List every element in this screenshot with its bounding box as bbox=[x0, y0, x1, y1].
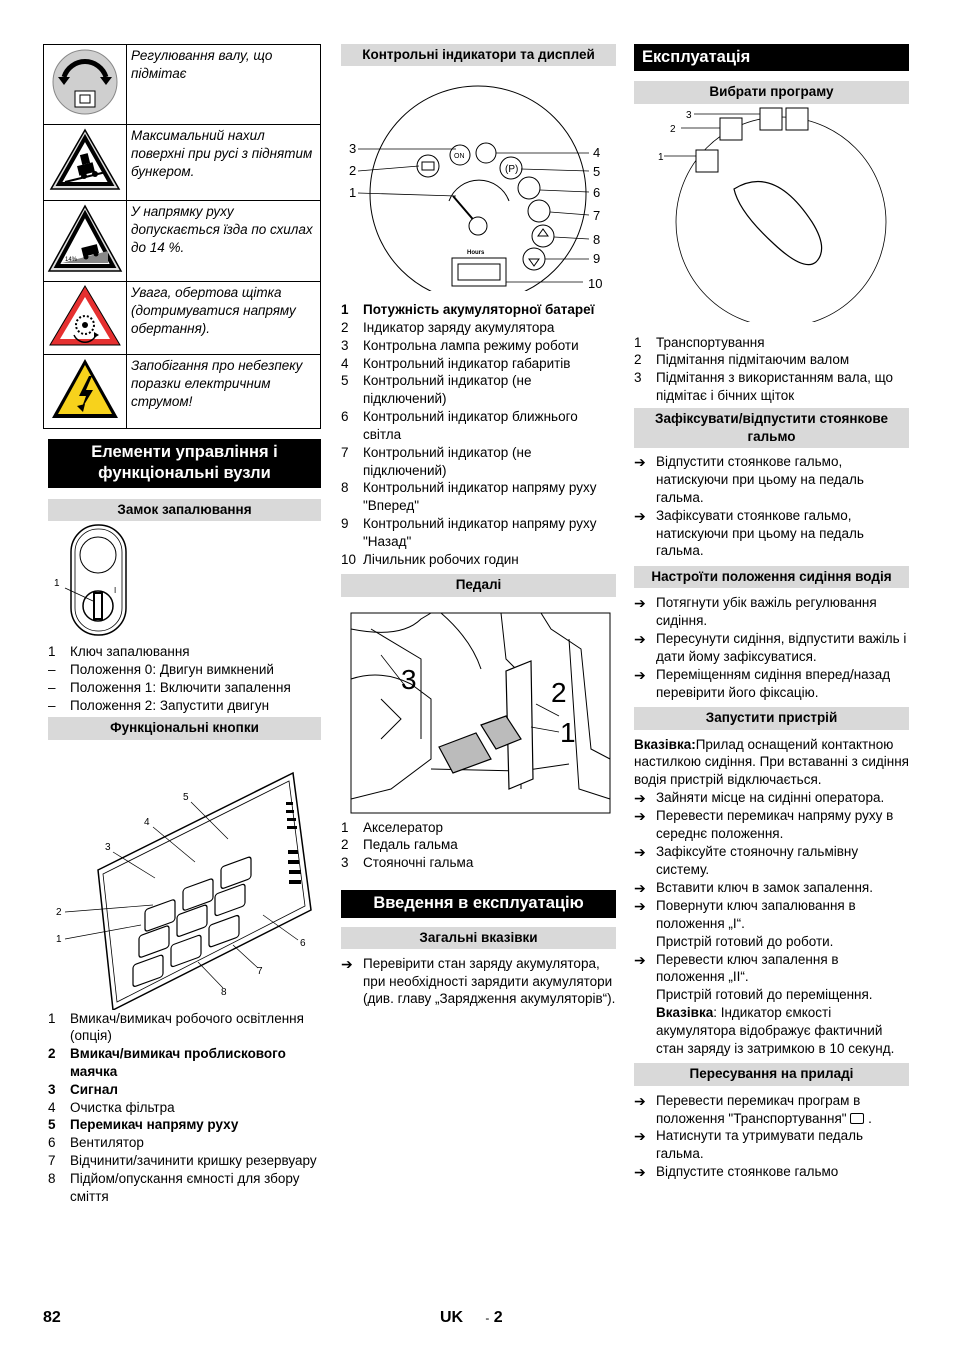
list-item: 1 Потужність акумуляторної батареї bbox=[341, 302, 595, 318]
buttons-figure bbox=[43, 740, 321, 1010]
subsection-title-indicators: Контрольні індикатори та дисплей bbox=[341, 44, 616, 66]
list-item: ➔ Натиснути та утримувати педаль гальма. bbox=[634, 1128, 864, 1162]
subsection-title-moving: Пересування на приладі bbox=[634, 1063, 909, 1085]
list-item: 2 Вмикач/вимикач проблискового маячка bbox=[48, 1046, 286, 1079]
list-item: 5 Контрольний індикатор (не підключений) bbox=[341, 373, 532, 407]
list-item: 1 Вмикач/вимикач робочого освітлення (опція) bbox=[48, 1010, 304, 1044]
unused-lamp-icon bbox=[528, 200, 550, 222]
arrow-right-icon: ➔ bbox=[634, 631, 646, 648]
page-number: 82 bbox=[43, 1309, 61, 1326]
subsection-title-buttons: Функціональні кнопки bbox=[48, 717, 321, 739]
callout-9: 9 bbox=[593, 251, 601, 267]
symbol-cell bbox=[44, 201, 127, 282]
list-item: ➔ Вставити ключ в замок запалення. bbox=[634, 879, 873, 896]
list-item: ➔ Зайняти місце на сидінні оператора. bbox=[634, 789, 885, 806]
list-item: ➔ Повернути ключ запалювання в положення „I“. Пристрій готовий до роботи. bbox=[634, 898, 856, 949]
pedal-figure bbox=[341, 599, 616, 819]
callout-7: 7 bbox=[257, 965, 263, 977]
list-item: 8 Контрольний індикатор напряму руху "Вперед" bbox=[341, 480, 597, 514]
program-figure bbox=[634, 104, 909, 322]
slope-badge: 14% bbox=[65, 256, 78, 263]
electric-shock-icon bbox=[49, 356, 121, 422]
callout-3: 3 bbox=[401, 663, 417, 695]
subsection-title-pedals: Педалі bbox=[341, 574, 616, 596]
list-item: – Положення 2: Запустити двигун bbox=[48, 697, 270, 713]
callout-6: 6 bbox=[300, 937, 306, 949]
brush-adjust-icon bbox=[50, 47, 120, 117]
list-item: ➔ Відпустити стоянкове гальмо, натискуючи при цьому на педаль гальма. bbox=[634, 454, 864, 505]
callout-6: 6 bbox=[593, 185, 601, 201]
hours-label: Hours bbox=[467, 250, 485, 257]
list-item: ➔ Перевести ключ запалення в положення „II“. Пристрій готовий до переміщення. bbox=[634, 951, 873, 1003]
symbol-text: Запобігання про небезпеку поразки електричним струмом! bbox=[127, 355, 321, 429]
svg-text:(P): (P) bbox=[505, 164, 519, 176]
callout-7: 7 bbox=[593, 208, 601, 224]
transport-mode-icon bbox=[850, 1113, 864, 1124]
symbol-text: У напрямку руху допускається їзда по схилах до 14 %. bbox=[127, 201, 321, 282]
list-item: 9 Контрольний індикатор напряму руху "Назад" bbox=[341, 515, 597, 549]
callout-1: 1 bbox=[54, 578, 60, 590]
list-item: ➔ Пересунути сидіння, відпустити важіль і дати йому зафіксуватися. bbox=[634, 631, 907, 664]
list-item: 2 Індикатор заряду акумулятора bbox=[341, 320, 555, 336]
moving-list bbox=[634, 1092, 909, 1182]
list-item: 6 Контрольний індикатор ближнього світла bbox=[341, 409, 578, 442]
arrow-right-icon: ➔ bbox=[341, 955, 353, 972]
symbol-row bbox=[44, 125, 321, 201]
symbol-cell bbox=[44, 125, 127, 201]
symbol-table bbox=[43, 44, 321, 429]
list-item: 1 Ключ запалювання bbox=[48, 644, 190, 660]
callout-4: 4 bbox=[593, 145, 601, 161]
arrow-right-icon: ➔ bbox=[634, 844, 646, 861]
list-item: ➔ Зафіксуйте стояночну гальмівну систему. bbox=[634, 844, 859, 877]
list-item: 2 Педаль гальма bbox=[341, 837, 458, 853]
symbol-cell bbox=[44, 45, 127, 125]
indicator-list bbox=[341, 301, 616, 568]
footer-lang: UK - 2 bbox=[440, 1309, 503, 1326]
arrow-right-icon: ➔ bbox=[634, 789, 646, 806]
callout-5: 5 bbox=[593, 164, 601, 180]
list-item: 4 Очистка фільтра bbox=[48, 1099, 175, 1115]
list-item: 1 Акселератор bbox=[341, 819, 444, 835]
callout-2: 2 bbox=[670, 123, 676, 135]
svg-text:I: I bbox=[114, 586, 117, 596]
subsection-title-ignition: Замок запалювання bbox=[48, 499, 321, 521]
list-item: ➔ Перевести перемикач напряму руху в середнє положення. bbox=[634, 808, 894, 842]
hour-meter-display bbox=[452, 258, 506, 286]
arrow-right-icon: ➔ bbox=[634, 1128, 646, 1145]
indicator-figure bbox=[341, 66, 616, 291]
symbol-text: Увага, обертова щітка (дотримуватися напряму обертання). bbox=[127, 282, 321, 355]
slope-warning-icon bbox=[46, 203, 124, 275]
list-item: ➔ Переміщенням сидіння вперед/назад перевірити його фіксацію. bbox=[634, 666, 891, 700]
start-list bbox=[634, 789, 909, 1004]
column-right bbox=[634, 44, 909, 1181]
list-item: 3 Підмітання з використанням вала, що підмітає і бічних щіток bbox=[634, 370, 894, 404]
program-list bbox=[634, 334, 909, 405]
list-item: 10 Лічильник робочих годин bbox=[341, 551, 519, 567]
list-item: 6 Вентилятор bbox=[48, 1135, 144, 1151]
subsection-title-general: Загальні вказівки bbox=[341, 927, 616, 949]
callout-4: 4 bbox=[144, 816, 150, 828]
arrow-right-icon: ➔ bbox=[634, 879, 646, 896]
list-item: 4 Контрольний індикатор габаритів bbox=[341, 355, 571, 371]
subsection-title-start: Запустити пристрій bbox=[634, 707, 909, 729]
arrow-right-icon: ➔ bbox=[634, 666, 646, 683]
arrow-right-icon: ➔ bbox=[634, 1092, 646, 1109]
list-item: 2 Підмітання підмітаючим валом bbox=[634, 352, 850, 368]
rotating-brush-warning-icon bbox=[47, 283, 123, 349]
start-note: Вказівка:Прилад оснащений контактною настилкою сидіння. При вставанні з сидіння водія пристрій відключається. bbox=[634, 736, 909, 788]
list-item: – Положення 0: Двигун вимкнений bbox=[48, 661, 274, 677]
arrow-right-icon: ➔ bbox=[634, 507, 646, 524]
callout-2: 2 bbox=[551, 676, 567, 708]
start-note-2: Вказівка: Індикатор ємкості акумулятора відображує фактичний стан заряду із затримкою в 10 секунд. bbox=[656, 1005, 895, 1056]
arrow-right-icon: ➔ bbox=[634, 951, 646, 968]
transport-icon bbox=[696, 150, 718, 172]
arrow-right-icon: ➔ bbox=[634, 898, 646, 915]
arrow-right-icon: ➔ bbox=[634, 595, 646, 612]
callout-2: 2 bbox=[56, 906, 62, 918]
callout-8: 8 bbox=[221, 986, 227, 998]
symbol-row bbox=[44, 45, 321, 125]
list-item: – Положення 1: Включити запалення bbox=[48, 679, 291, 695]
callout-3: 3 bbox=[105, 841, 111, 853]
list-item: ➔ Перевести перемикач програм в положення "Транспортування" . bbox=[634, 1092, 872, 1126]
callout-10: 10 bbox=[588, 276, 603, 292]
callout-1: 1 bbox=[658, 151, 664, 163]
callout-1: 1 bbox=[349, 185, 357, 201]
section-title-controls: Елементи управління і функціональні вузли bbox=[48, 439, 321, 488]
list-item: ➔ Відпустите стоянкове гальмо bbox=[634, 1163, 839, 1180]
on-label: ON bbox=[454, 153, 465, 161]
column-left bbox=[43, 44, 321, 1206]
tilt-warning-icon bbox=[48, 127, 122, 193]
list-item: 5 Перемикач напряму руху bbox=[48, 1117, 239, 1133]
width-lamp-icon bbox=[476, 143, 496, 163]
subsection-title-program: Вибрати програму bbox=[634, 81, 909, 103]
subsection-title-parking: Зафіксувати/відпустити стоянкове гальмо bbox=[634, 408, 909, 448]
seat-list bbox=[634, 594, 909, 701]
sweep-side-brush-icon bbox=[760, 108, 782, 130]
battery-icon bbox=[417, 155, 439, 177]
list-item: ➔ Потягнути убік важіль регулювання сидіння. bbox=[634, 595, 877, 629]
symbol-cell bbox=[44, 355, 127, 429]
list-item: 8 Підйом/опускання ємності для збору сміття bbox=[48, 1170, 300, 1204]
callout-1: 1 bbox=[560, 716, 576, 748]
symbol-text: Максимальний нахил поверхні при русі з піднятим бункером. bbox=[127, 125, 321, 201]
low-beam-icon bbox=[518, 177, 540, 199]
callout-5: 5 bbox=[183, 791, 189, 803]
general-list bbox=[341, 955, 616, 1008]
list-item: 7 Відчинити/зачинити кришку резервуару bbox=[48, 1153, 317, 1169]
parking-list bbox=[634, 453, 909, 560]
symbol-row bbox=[44, 282, 321, 355]
arrow-right-icon: ➔ bbox=[634, 454, 646, 471]
list-item: 3 Сигнал bbox=[48, 1081, 118, 1097]
buttons-list bbox=[48, 1010, 321, 1206]
callout-8: 8 bbox=[593, 232, 601, 248]
callout-1: 1 bbox=[56, 933, 62, 945]
subsection-title-seat: Настроїти положення сидіння водія bbox=[634, 566, 909, 588]
section-title-commissioning: Введення в експлуатацію bbox=[341, 890, 616, 917]
list-item: 3 Стояночні гальма bbox=[341, 855, 474, 871]
callout-2: 2 bbox=[349, 163, 357, 179]
symbol-row bbox=[44, 355, 321, 429]
list-item: ➔ Перевірити стан заряду акумулятора, при необхідності зарядити акумулятори (див. главу „Зарядження акумуляторів“). bbox=[341, 955, 616, 1007]
list-item: ➔ Зафіксувати стоянкове гальмо, натискуючи при цьому на педаль гальма. bbox=[634, 507, 864, 559]
sweep-roller-icon bbox=[720, 118, 742, 140]
list-item: 7 Контрольний індикатор (не підключений) bbox=[341, 444, 532, 478]
column-middle bbox=[341, 44, 616, 1008]
section-title-operation: Експлуатація bbox=[634, 44, 909, 71]
callout-3: 3 bbox=[686, 109, 692, 121]
symbol-row bbox=[44, 201, 321, 282]
ignition-list bbox=[48, 643, 321, 714]
callout-3: 3 bbox=[349, 141, 357, 157]
symbol-cell bbox=[44, 282, 127, 355]
ignition-figure bbox=[43, 521, 321, 643]
list-item: 3 Контрольна лампа режиму роботи bbox=[341, 337, 579, 353]
symbol-text: Регулювання валу, що підмітає bbox=[127, 45, 321, 125]
list-item: 1 Транспортування bbox=[634, 334, 765, 350]
pedal-list bbox=[341, 819, 616, 872]
arrow-right-icon: ➔ bbox=[634, 1163, 646, 1180]
arrow-right-icon: ➔ bbox=[634, 808, 646, 825]
